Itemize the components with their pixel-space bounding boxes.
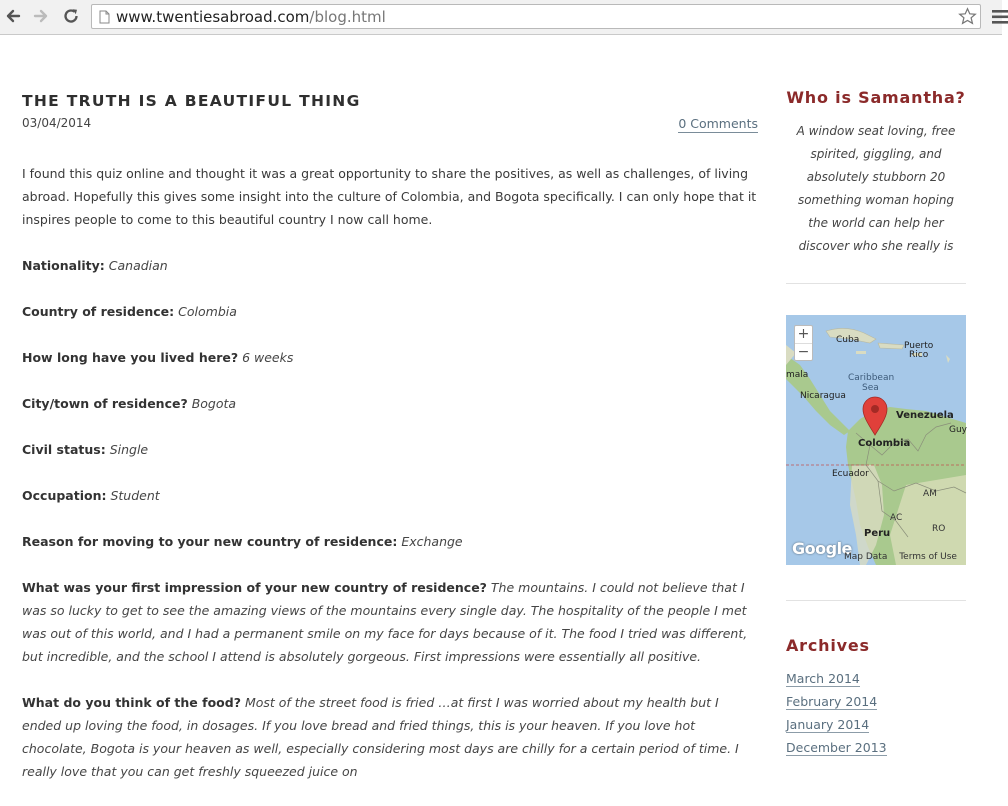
browser-menu-icon[interactable]	[992, 8, 1002, 26]
post-body	[22, 162, 758, 783]
answer: Canadian	[108, 258, 168, 273]
archives-list	[786, 668, 966, 760]
archives-title: Archives	[786, 636, 870, 655]
question: Civil status:	[22, 442, 106, 457]
answer: Exchange	[401, 534, 463, 549]
zoom-out-button[interactable]: −	[795, 343, 812, 360]
qa-item	[22, 392, 758, 415]
answer: The mountains. I could not believe that I was so lucky to get to see the amazing views of the mountains every single day. The hospitality of the people I met was out of this world, and I had a permanent smile on my face for days because of it. The food I tried was different, but incredible, and the school I attend is absolutely gorgeous. First impressions were essentially all positive.	[22, 580, 748, 664]
answer: Student	[110, 488, 160, 503]
archive-link[interactable]: December 2013	[786, 740, 887, 755]
reload-icon	[62, 7, 80, 25]
archive-link[interactable]: March 2014	[786, 671, 860, 686]
list-item	[786, 668, 966, 691]
divider	[786, 283, 966, 284]
map-label-peru: Peru	[864, 528, 891, 539]
about-title: Who is Samantha?	[786, 88, 966, 107]
answer: Single	[109, 442, 149, 457]
list-item	[786, 737, 966, 760]
qa-item	[22, 438, 758, 461]
url-host: www.twentiesabroad.com	[116, 8, 310, 26]
terms-of-use-link[interactable]: Terms of Use	[899, 552, 957, 562]
blog-post	[22, 90, 758, 806]
post-date: 03/04/2014	[22, 116, 92, 130]
map-label-ac: AC	[890, 513, 903, 523]
question: Nationality:	[22, 258, 105, 273]
answer: 6 weeks	[242, 350, 294, 365]
post-title[interactable]: THE TRUTH IS A BEAUTIFUL THING	[22, 92, 361, 110]
zoom-in-button[interactable]: +	[797, 326, 810, 342]
question: How long have you lived here?	[22, 350, 239, 365]
map-data-link[interactable]: Map Data	[844, 552, 888, 562]
google-logo: Google	[792, 539, 852, 558]
question: What was your first impression of your new country of residence?	[22, 580, 487, 595]
url-text[interactable]	[116, 8, 386, 26]
map-label-nicaragua: Nicaragua	[800, 391, 846, 401]
map-label-ro: RO	[932, 524, 946, 534]
question: What do you think of the food?	[22, 695, 241, 710]
map-label-puerto: Puerto	[904, 341, 934, 351]
map-label-caribbean: Caribbean	[848, 373, 895, 383]
divider	[786, 600, 966, 601]
back-arrow-icon	[4, 7, 22, 25]
qa-item	[22, 691, 758, 783]
map-label-guy: Guy	[949, 425, 968, 435]
comments-link[interactable]: 0 Comments	[678, 116, 758, 131]
qa-item	[22, 254, 758, 277]
about-text: A window seat loving, free spirited, giggling, and absolutely stubborn 20 something woman hoping the world can help her discover who she really is	[796, 124, 956, 253]
reload-button[interactable]	[60, 5, 82, 27]
question: Reason for moving to your new country of residence:	[22, 534, 398, 549]
sidebar	[786, 86, 968, 755]
browser-toolbar	[0, 0, 1002, 35]
map-label-venezuela: Venezuela	[896, 410, 954, 421]
map-zoom-control	[794, 325, 813, 361]
page-icon	[99, 10, 110, 24]
post-meta	[22, 116, 758, 138]
map-label-am: AM	[923, 489, 937, 499]
list-item	[786, 714, 966, 737]
question: Occupation:	[22, 488, 107, 503]
archives-widget	[786, 634, 966, 760]
map-label-cuba: Cuba	[836, 335, 860, 345]
map-footer	[844, 552, 966, 562]
qa-item	[22, 530, 758, 553]
bookmark-star-icon[interactable]	[958, 7, 977, 26]
qa-item	[22, 576, 758, 668]
answer: Colombia	[178, 304, 237, 319]
archive-link[interactable]: February 2014	[786, 694, 878, 709]
url-path: /blog.html	[309, 8, 386, 26]
embedded-map[interactable]	[786, 315, 966, 565]
post-intro: I found this quiz online and thought it was a great opportunity to share the positives, as well as challenges, of living abroad. Hopefully this gives some insight into the culture of Colombia, and Bogota specifically. I can only hope that it inspires people to come to this beautiful country I now call home.	[22, 166, 757, 227]
qa-item	[22, 346, 758, 369]
map-label-ecuador: Ecuador	[832, 469, 869, 479]
forward-arrow-icon	[32, 7, 50, 25]
question: City/town of residence?	[22, 396, 188, 411]
answer: Most of the street food is fried …at first I was worried about my health but I ended up loving the food, in dosages. If you love bread and fried things, this is your heaven. If you love hot chocolate, Bogota is your heaven as well, especially considering most days are chilly for a certain period of time. I really love that you can get freshly squeezed juice on	[22, 695, 739, 779]
archive-link[interactable]: January 2014	[786, 717, 870, 732]
address-bar[interactable]	[91, 4, 981, 29]
qa-item	[22, 484, 758, 507]
qa-item	[22, 300, 758, 323]
map-label-mala: mala	[786, 370, 809, 380]
map-label-colombia: Colombia	[858, 438, 911, 449]
map-label-sea: Sea	[862, 383, 879, 393]
map-label-rico: Rico	[909, 350, 929, 360]
back-button[interactable]	[2, 5, 24, 27]
list-item	[786, 691, 966, 714]
forward-button[interactable]	[30, 5, 52, 27]
question: Country of residence:	[22, 304, 175, 319]
answer: Bogota	[191, 396, 237, 411]
